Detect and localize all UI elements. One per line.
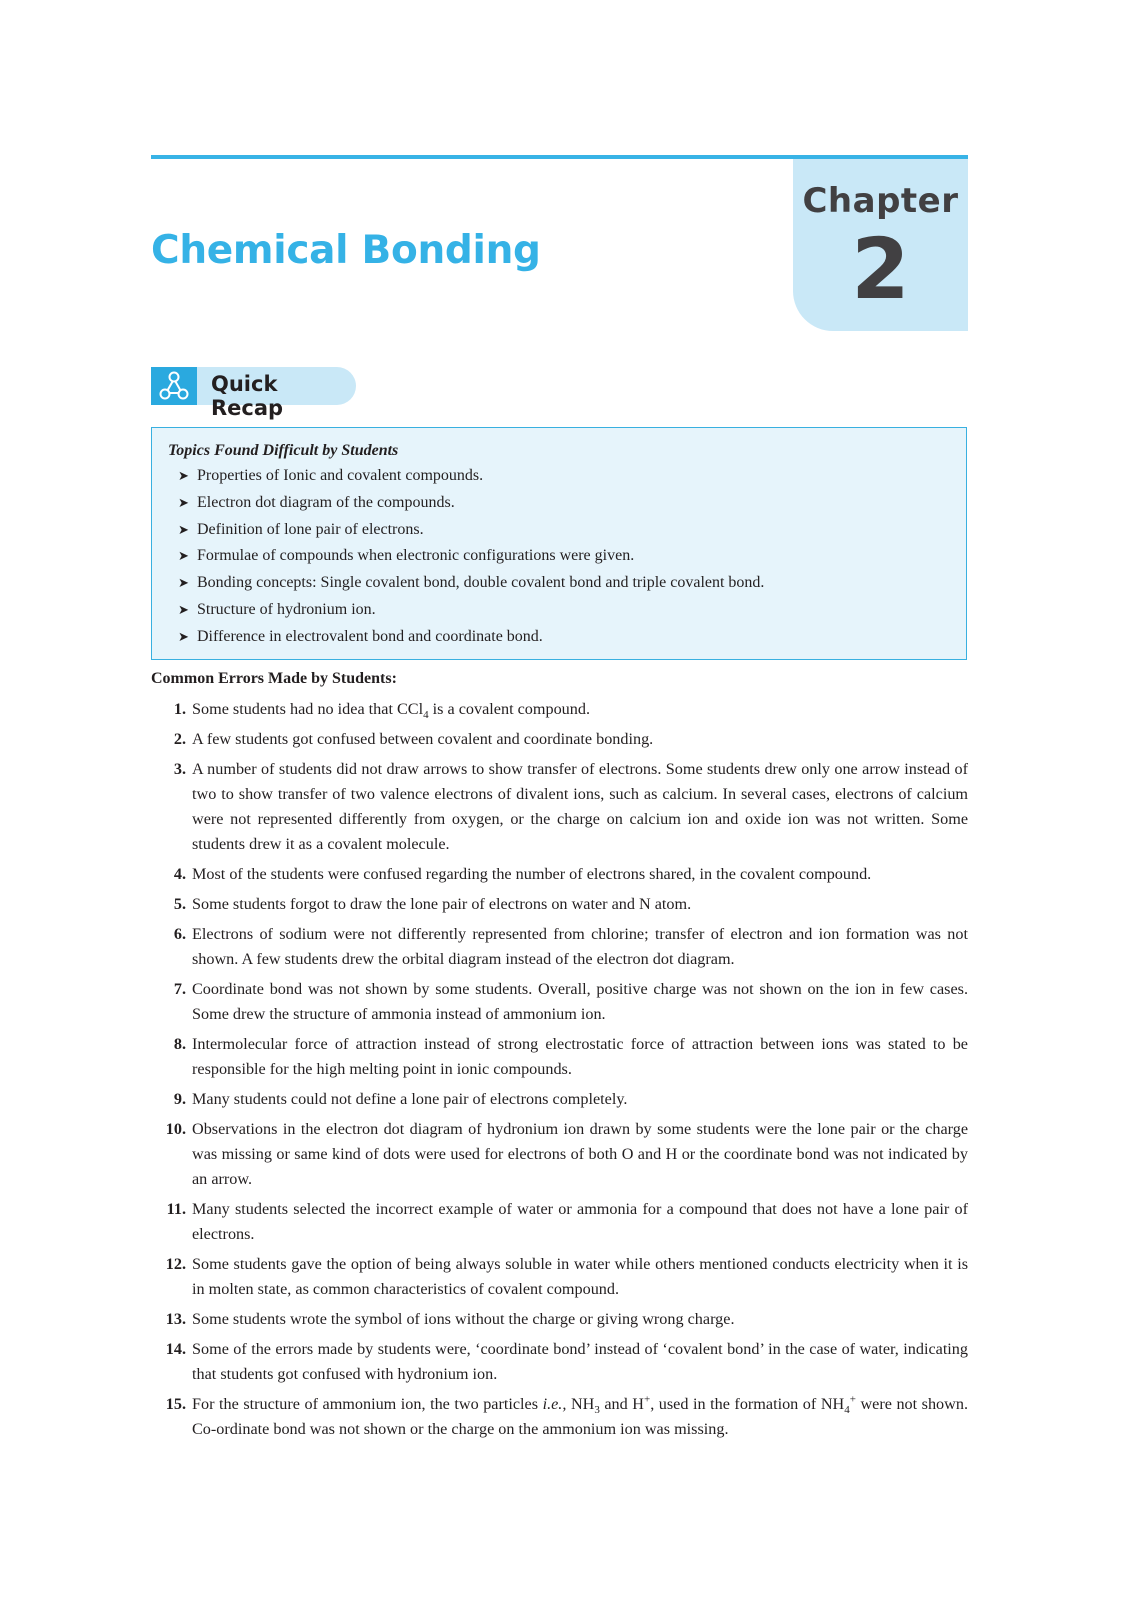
error-text: were not shown. Co-ordinate bond was not shown or the charge on the ammonium ion was missing.	[192, 1395, 968, 1438]
error-text: Many students selected the incorrect example of water or ammonia for a compound that does not have a lone pair of electrons.	[192, 1200, 968, 1243]
difficult-topics-box	[151, 427, 967, 660]
error-item	[151, 1117, 968, 1192]
error-item	[151, 892, 968, 917]
arrow-bullet-icon: ➤	[178, 521, 189, 537]
topic-text: Structure of hydronium ion.	[197, 600, 376, 618]
error-text: 3	[594, 1404, 600, 1417]
error-number: 8.	[173, 1035, 186, 1053]
error-item	[151, 727, 968, 752]
topic-text: Properties of Ionic and covalent compounds.	[197, 467, 484, 484]
error-item	[151, 1392, 968, 1442]
error-text: 4	[844, 1404, 850, 1417]
topic-item	[168, 570, 950, 597]
topic-item	[168, 624, 950, 651]
error-item	[151, 697, 968, 722]
arrow-bullet-icon: ➤	[178, 601, 189, 617]
topic-text: Definition of lone pair of electrons.	[197, 520, 424, 538]
error-item	[151, 977, 968, 1027]
topic-text: Bonding concepts: Single covalent bond, double covalent bond and triple covalent bond.	[197, 574, 765, 592]
topic-item	[168, 490, 950, 517]
arrow-bullet-icon: ➤	[178, 468, 189, 483]
error-text: A few students got confused between covalent and coordinate bonding.	[192, 730, 654, 748]
error-text: i.e.,	[542, 1395, 567, 1413]
error-item	[151, 1307, 968, 1332]
error-text: For the structure of ammonium ion, the two particles	[192, 1395, 543, 1413]
error-number: 13.	[165, 1310, 186, 1328]
error-item	[151, 1337, 968, 1387]
chapter-label: Chapter	[802, 181, 959, 221]
error-item	[151, 1197, 968, 1247]
error-text: +	[643, 1393, 651, 1406]
topic-text: Formulae of compounds when electronic configurations were given.	[197, 547, 635, 565]
error-text: Some students wrote the symbol of ions without the charge or giving wrong charge.	[192, 1310, 735, 1328]
error-text: Observations in the electron dot diagram of hydronium ion drawn by some students were the lone pair or the charge was missing or same kind of dots were used for electrons of both O and H or the coordinate bond was not indicated by an arrow.	[192, 1120, 968, 1188]
error-item	[151, 862, 968, 887]
error-text: A number of students did not draw arrows to show transfer of electrons. Some students drew only one arrow instead of two to show transfer of two valence electrons of divalent ions, such as calcium. In several cases, electrons of calcium were not represented differently from oxygen, or the charge on calcium ion and oxide ion was not written. Some students drew it as a covalent molecule.	[192, 760, 968, 853]
error-text: Coordinate bond was not shown by some students. Overall, positive charge was not shown on the ion in few cases. Some drew the structure of ammonia instead of ammonium ion.	[192, 980, 968, 1023]
errors-list	[151, 697, 968, 1447]
error-number: 2.	[173, 730, 186, 748]
topics-heading: Topics Found Difficult by Students	[168, 442, 399, 459]
error-text: Most of the students were confused regarding the number of electrons shared, in the covalent compound.	[192, 865, 872, 883]
error-number: 7.	[173, 980, 186, 998]
error-text: Intermolecular force of attraction instead of strong electrostatic force of attraction between ions was stated to be responsible for the high melting point in ionic compounds.	[192, 1035, 968, 1078]
error-number: 5.	[173, 895, 186, 913]
error-item	[151, 757, 968, 857]
error-text: is a covalent compound.	[428, 700, 590, 718]
arrow-bullet-icon: ➤	[178, 494, 189, 510]
error-text: NH	[566, 1395, 595, 1413]
error-text: Some students had no idea that CCl	[192, 700, 424, 718]
arrow-bullet-icon: ➤	[178, 628, 189, 644]
topic-item	[168, 463, 950, 490]
arrow-bullet-icon: ➤	[178, 548, 189, 564]
error-item	[151, 1032, 968, 1082]
error-number: 9.	[173, 1090, 186, 1108]
chapter-title: Chemical Bonding	[151, 228, 541, 273]
chapter-badge	[793, 159, 968, 331]
error-item	[151, 1252, 968, 1302]
quick-recap-label: Quick Recap	[211, 372, 284, 420]
topic-item	[168, 543, 950, 570]
error-text: Many students could not define a lone pair of electrons completely.	[192, 1090, 628, 1108]
error-number: 3.	[173, 760, 186, 778]
error-item	[151, 1087, 968, 1112]
error-text: Some students forgot to draw the lone pair of electrons on water and N atom.	[192, 895, 692, 913]
topic-item	[168, 517, 950, 544]
error-number: 1.	[173, 700, 186, 718]
error-number: 15.	[165, 1395, 186, 1413]
errors-heading: Common Errors Made by Students:	[151, 670, 397, 687]
quick-recap-tag	[151, 367, 356, 420]
arrow-bullet-icon: ➤	[178, 575, 189, 591]
molecule-icon	[151, 367, 197, 405]
error-text: Electrons of sodium were not differently represented from chlorine; transfer of electron and ion formation was not shown. A few students drew the orbital diagram instead of the electron dot diagram.	[192, 925, 968, 968]
error-number: 11.	[166, 1200, 186, 1218]
error-number: 12.	[165, 1255, 186, 1273]
topics-list	[168, 463, 950, 651]
error-text: Some students gave the option of being always soluble in water while others mentioned conducts electricity when it is in molten state, as common characteristics of covalent compound.	[192, 1255, 968, 1298]
error-number: 6.	[173, 925, 186, 943]
chapter-number: 2	[851, 220, 910, 318]
error-number: 14.	[165, 1340, 186, 1358]
topic-text: Difference in electrovalent bond and coordinate bond.	[197, 627, 543, 645]
topic-item	[168, 597, 950, 624]
error-text: and H	[599, 1395, 644, 1413]
error-text: , used in the formation of NH	[650, 1395, 845, 1413]
error-text: Some of the errors made by students were, ‘coordinate bond’ instead of ‘covalent bond’ in the case of water, indicating that students got confused with hydronium ion.	[192, 1340, 968, 1383]
error-item	[151, 922, 968, 972]
error-text: +	[849, 1393, 856, 1406]
error-number: 10.	[165, 1120, 186, 1138]
error-number: 4.	[173, 865, 186, 883]
error-text: 4	[423, 709, 429, 722]
topic-text: Electron dot diagram of the compounds.	[197, 493, 455, 511]
